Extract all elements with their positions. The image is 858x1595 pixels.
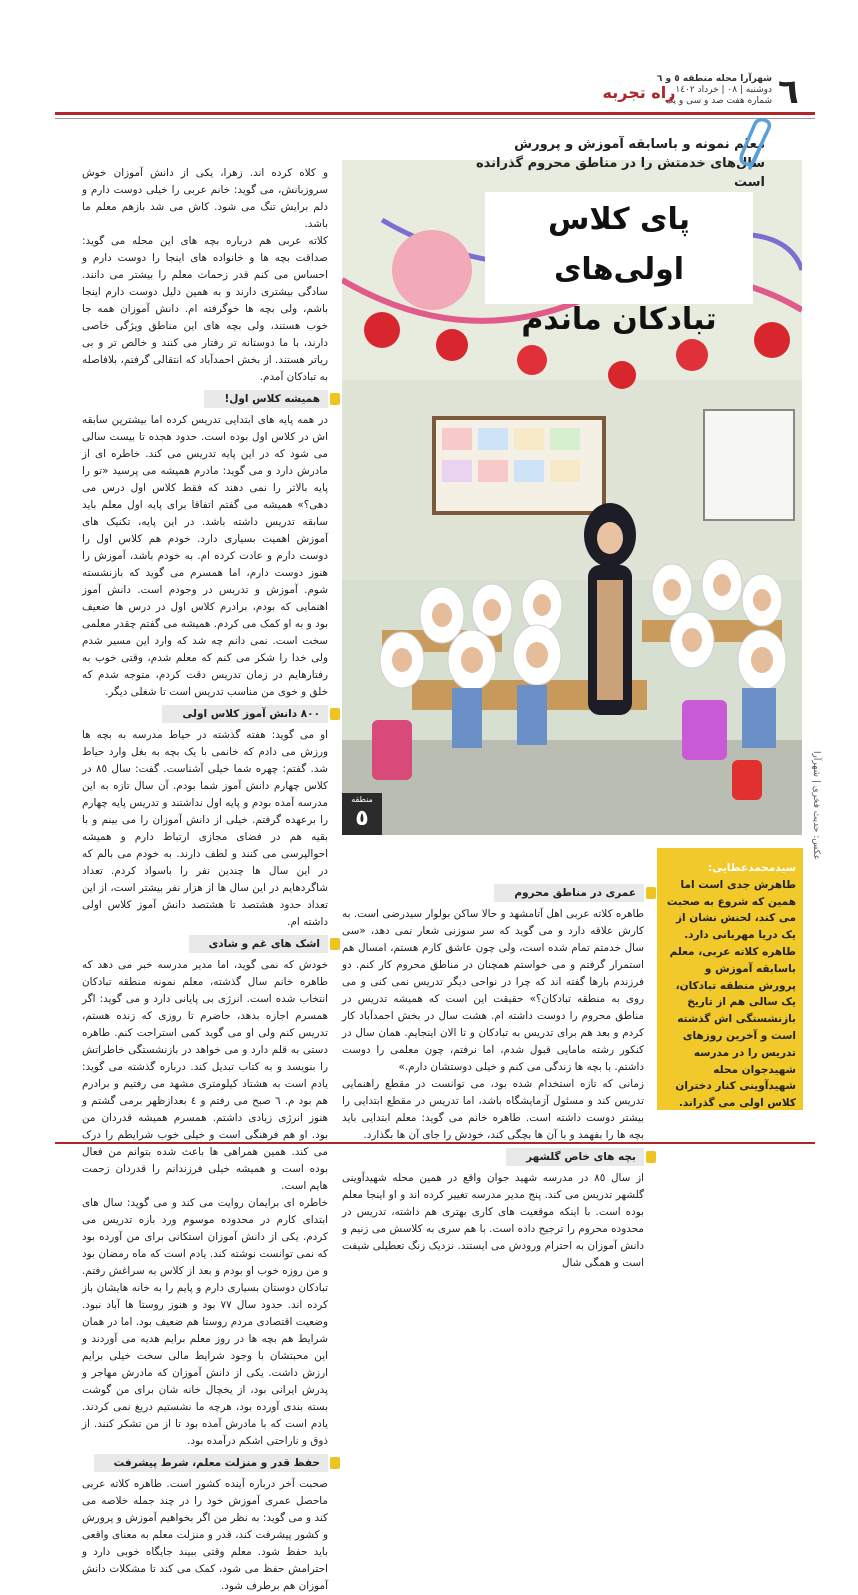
mid-paragraph-2: زمانی که تازه استخدام شده بود، می توانست در مقطع راهنمایی تدریس کند و مسئول آزمایشگاه باشد، اما تدریس در مقطع ابتدایی را بیشتر دوست داشته است. طاهره خانم می گوید: معلم ابتدایی باید بچه ها را بفهمد و با آن ها بچگی کند، خودش را جای آن ها بگذارد. bbox=[342, 1078, 644, 1141]
subhead-800-students: ٨٠٠ دانش آموز کلاس اولی bbox=[82, 705, 328, 723]
left-paragraph-2: کلاته عربی هم درباره بچه های این محله می گوید: صداقت بچه ها و خانواده های اینجا را دوست دارم و احساس می کنم قدر زحمات معلم را بیشتر می دانند. سادگی بیشتری دارند و به همین دلیل دوست دارم اینجا باشم، ولی بچه ها خوگرفته ام. دانش آموزان همه جا خوب هستند، ولی بچه های این مناطق ویژگی خاصی دارند، با ما دوستانه تر رفتار می کنند و خالص تر و بی ریاتر هستند. از بخش احمدآباد که انتقالی گرفتم، بلافاصله به تبادکان آمدم. bbox=[82, 235, 328, 383]
header-rule bbox=[55, 112, 815, 115]
left-paragraph-1: و کلاه کرده اند. زهرا، یکی از دانش آموزان خوش سروزبانش، می گوید: خانم عربی را خیلی دوست دارم و دلم برایش تنگ می شود. کاش می شد بازهم معلم ما باشد. bbox=[82, 167, 328, 230]
header-rule-thin bbox=[55, 118, 815, 119]
left-paragraph-7: صحبت آخر درباره آینده کشور است. طاهره کلاته عربی ماحصل عمری آموزش خود را در چند جمله خلاصه می کند و می گوید: به نظر من اگر بخواهیم آموزش و پرورش و کشور پیشرفت کند، قدر و منزلت معلم به معنای واقعی باید حفظ شود. معلم وقتی ببیند جایگاه خوبی دارد و احترامش حفظ می شود، کمک می کند تا مشکلات دانش آموزان هم برطرف شود. bbox=[82, 1478, 328, 1592]
issue-meta-line2: دوشنبه | ٠٨ | خرداد ١٤٠٢ bbox=[675, 85, 772, 95]
subhead-golshahr-kids: بچه های خاص گلشهر bbox=[342, 1148, 644, 1166]
subhead-tears: اشک های غم و شادی bbox=[82, 935, 328, 953]
author-name: سیدمحمدعطایی: bbox=[708, 862, 796, 874]
region-label: منطقه bbox=[351, 795, 373, 804]
left-paragraph-4: او می گوید: هفته گذشته در حیاط مدرسه به بچه ها ورزش می دادم که خانمی با یک بچه به بغل وارد حیاط شد. گفتم: چهره شما خیلی آشناست. گفت: سال ٨٥ در کلاس چهارم دانش آموز شما بودم. آن سال تازه به این مدرسه آمده بودم و پایه اول نداشتند و تدریس پایه چهارم را برعهده گرفتم. خیلی از دانش آموزان را می بینم و با بقیه هم در فضای مجازی ارتباط دارم و همیشه احوالپرسی می کنند و لطف دارند. به خودم می بالم که در این سال ها چندین نفر را باسواد کردم. تعداد شاگردهایم در این سال ها از هزار نفر بیشتر است، از این تعداد حدود هشتصد تا هشتصد دانش آموز کلاس اولی داشته ام. bbox=[82, 729, 328, 928]
intro-body: طاهرش جدی است اما همین که شروع به صحبت می کند، لحنش نشان از یک دریا مهربانی دارد. طاهره کلاته عربی، معلم باسابقه آموزش و پرورش منطقه تبادکان، یک سالی هم از تاریخ بازنشستگی اش گذشته است و آخرین روزهای تدریس را در مدرسه شهیدجوان محله شهیدآوینی کنار دختران کلاس اولی می گذراند. bbox=[666, 878, 796, 1110]
left-column bbox=[82, 165, 328, 1595]
intro-text bbox=[664, 860, 796, 1112]
title-line-2: تبادکان ماندم bbox=[521, 302, 717, 337]
subhead-always-first-grade: همیشه کلاس اول! bbox=[82, 390, 328, 408]
section-title: راه تجربه bbox=[602, 83, 676, 102]
subhead-deprived-areas: عمری در مناطق محروم bbox=[342, 884, 644, 902]
article-title bbox=[485, 195, 753, 345]
issue-meta-line3: شماره هفت صد و سی و يک bbox=[665, 96, 772, 106]
article-kicker: معلم نمونه و باسابقه آموزش و پرورش سال‌های خدمتش را در مناطق محروم گذرانده است bbox=[475, 137, 765, 190]
mid-paragraph-1: طاهره کلاته عربی اهل آتامشهد و حالا ساکن بولوار سیدرضی است. به کارش علاقه دارد و می گوید که سر سوزنی شعار نمی دهد، «سی سال خدمتم تمام شده است، ولی چون عاشق کارم هستم، امسال هم استمرار گرفتم و می خواستم همچنان در مناطق محروم کار کنم. دو فرزندم بارها گفته اند که چرا در نواحی دیگر تدریس نمی کنی و می روی به منطقه تبادکان؟» حقیقت این است که همیشه تدریس در مناطق محروم را دوست داشته ام. هشت سال در بخش احمدآباد کار کردم و بعد هم برای تدریس به تبادکان و تا الان اینجایم. همان سال در کنکور رشته مامایی قبول شدم، اما نرفتم، چون معلمی را دوست داشتم. با بچه ها زندگی می کنم و خیلی دوستشان دارم.» bbox=[342, 908, 644, 1073]
subhead-teacher-dignity: حفظ قدر و منزلت معلم، شرط پیشرفت bbox=[82, 1454, 328, 1472]
footer-rule bbox=[55, 1142, 815, 1144]
left-paragraph-3: در همه پایه های ابتدایی تدریس کرده اما بیشترین سابقه اش در کلاس اول بوده است. حدود هجده تا بیست سالی می شود که در این پایه تدریس می کند. خاطره ای از مادرش دارد و می گوید: مادرم همیشه می پرسید «تو را پایه بالاتر را نمی دهند که فقط کلاس اول درس می دهی؟» همیشه می گفتم اتفاقا برای پایه اول معلم باید سابقه تدریس داشته باشد. در این پایه، تکنیک های آموزش اهمیت بسیاری دارد. خودم هم کلاس اول را دوست دارم و عادت کرده ام. به خودم باشد، آموزش را هنوز دوست دارم، اما همسرم می گوید که بازنشسته شوم. آموزش و تدریس در وجودم است. دانش آموز اهنمایی که بودم، برادرم کلاس اول در درس ها ضعیف بود و به او کمک می کردم. همیشه می گفتم چقدر معلمی سخت است. نمی دانم چه شد که وارد این مسیر شدم ولی خدا را شکر می کنم که معلم شدم، وقتی خوب به رفتارهایم در زمان تدریس دقت کردم، متوجه شدم که خلق و خوی من مناسب تدریس است تا شغلی دیگر. bbox=[82, 414, 328, 698]
region-badge bbox=[342, 793, 382, 835]
issue-meta-line1: شهرآرا محله منطقه ٥ و ٦ bbox=[656, 74, 772, 84]
left-paragraph-6: خاطره ای برایمان روایت می کند و می گوید: سال های ابتدای کارم در محدوده موسوم ورد بازه تدریس می کردم. یکی از دانش آموزان استکانی برای من آورده بود که نمی توانست نوشته کند. یادم است که ماه رمضان بود و من روزه خوب او بودم و بعد از کلاس به سراغش رفتم. تبادکان دوستان بسیاری دارم و پایم را به خانه هایشان باز کرده اند. حدود سال ٧٧ بود و هنوز روستا ها آباد نبود. وضعیت اقتصادی مردم روستا هم ضعیف بود. اما در همان شرایط هم بچه ها در روز معلم برایم هدیه می آوردند و این محبتشان با وجود شرایط مالی سخت خیلی برایم ارزش داشت. یکی از دانش آموزان که مادرش مهاجر و پدرش ایرانی بود، از یخچال خانه شان برای من گوشت بسته بندی آورده بود، هرچه ما نشستیم دریغ نمی کردند. یادم است که با مادرش آمده بود تا از من تشکر کنند. از ذوق و ناراحتی اشکم درآمده بود. bbox=[82, 1197, 328, 1447]
mid-paragraph-3: از سال ٨٥ در مدرسه شهید جوان واقع در همین محله شهیدآوینی گلشهر تدریس می کند. پنج مدیر مدرسه تغییر کرده اند و او اینجا معلم بوده است. با اینکه موقعیت های کاری بهتری هم داشته، تدریس در محدوده محروم را ترجیح داده است. با هم سری به کلاسش می زنیم و دانش آموزان به احترام ورودش می ایستند. نزدیک زنگ تعطیلی شیفت است و همگی شال bbox=[342, 1172, 644, 1269]
photo-credit: عکس: حدیث فخری | شهرآرا bbox=[811, 750, 821, 860]
title-line-1: پای کلاس اولی‌های bbox=[547, 202, 691, 287]
region-number: ٥ bbox=[355, 806, 369, 831]
middle-column bbox=[342, 880, 644, 1272]
page-number: ٦ bbox=[778, 72, 799, 112]
paperclip-icon bbox=[738, 118, 776, 174]
left-paragraph-5: خودش که نمی گوید، اما مدیر مدرسه خبر می دهد که طاهره خانم سال گذشته، معلم نمونه منطقه تبادکان انتخاب شده است. انرژی بی پایانی دارد و می گوید: اگر همسرم اجازه بدهد، حاضرم تا روزی که زنده هستم، تدریس کنم ولی او می گوید کمی استراحت کنم. طاهره دستی به قلم دارد و می خواهد در بازنشستگی خاطراتش را بنویسد و به کتاب تبدیل کند. درباره گذشته می گوید: یادم است به هشتاد کیلومتری مشهد می رفتیم و برادرم هم بود م. ٦ صبح می رفتم و ٤ بعدازظهر برمی گشتم و هنوز انرژی زیادی داشتم. همسرم همیشه قدردان من بود. او هم فرهنگی است و خیلی خوب شرایطم را درک می کند. همین همراهی ها باعث شده بتوانم من فعال بوده است و همیشه خیلی فرزندانم را قدردان زحمت هایم است. bbox=[82, 959, 329, 1192]
